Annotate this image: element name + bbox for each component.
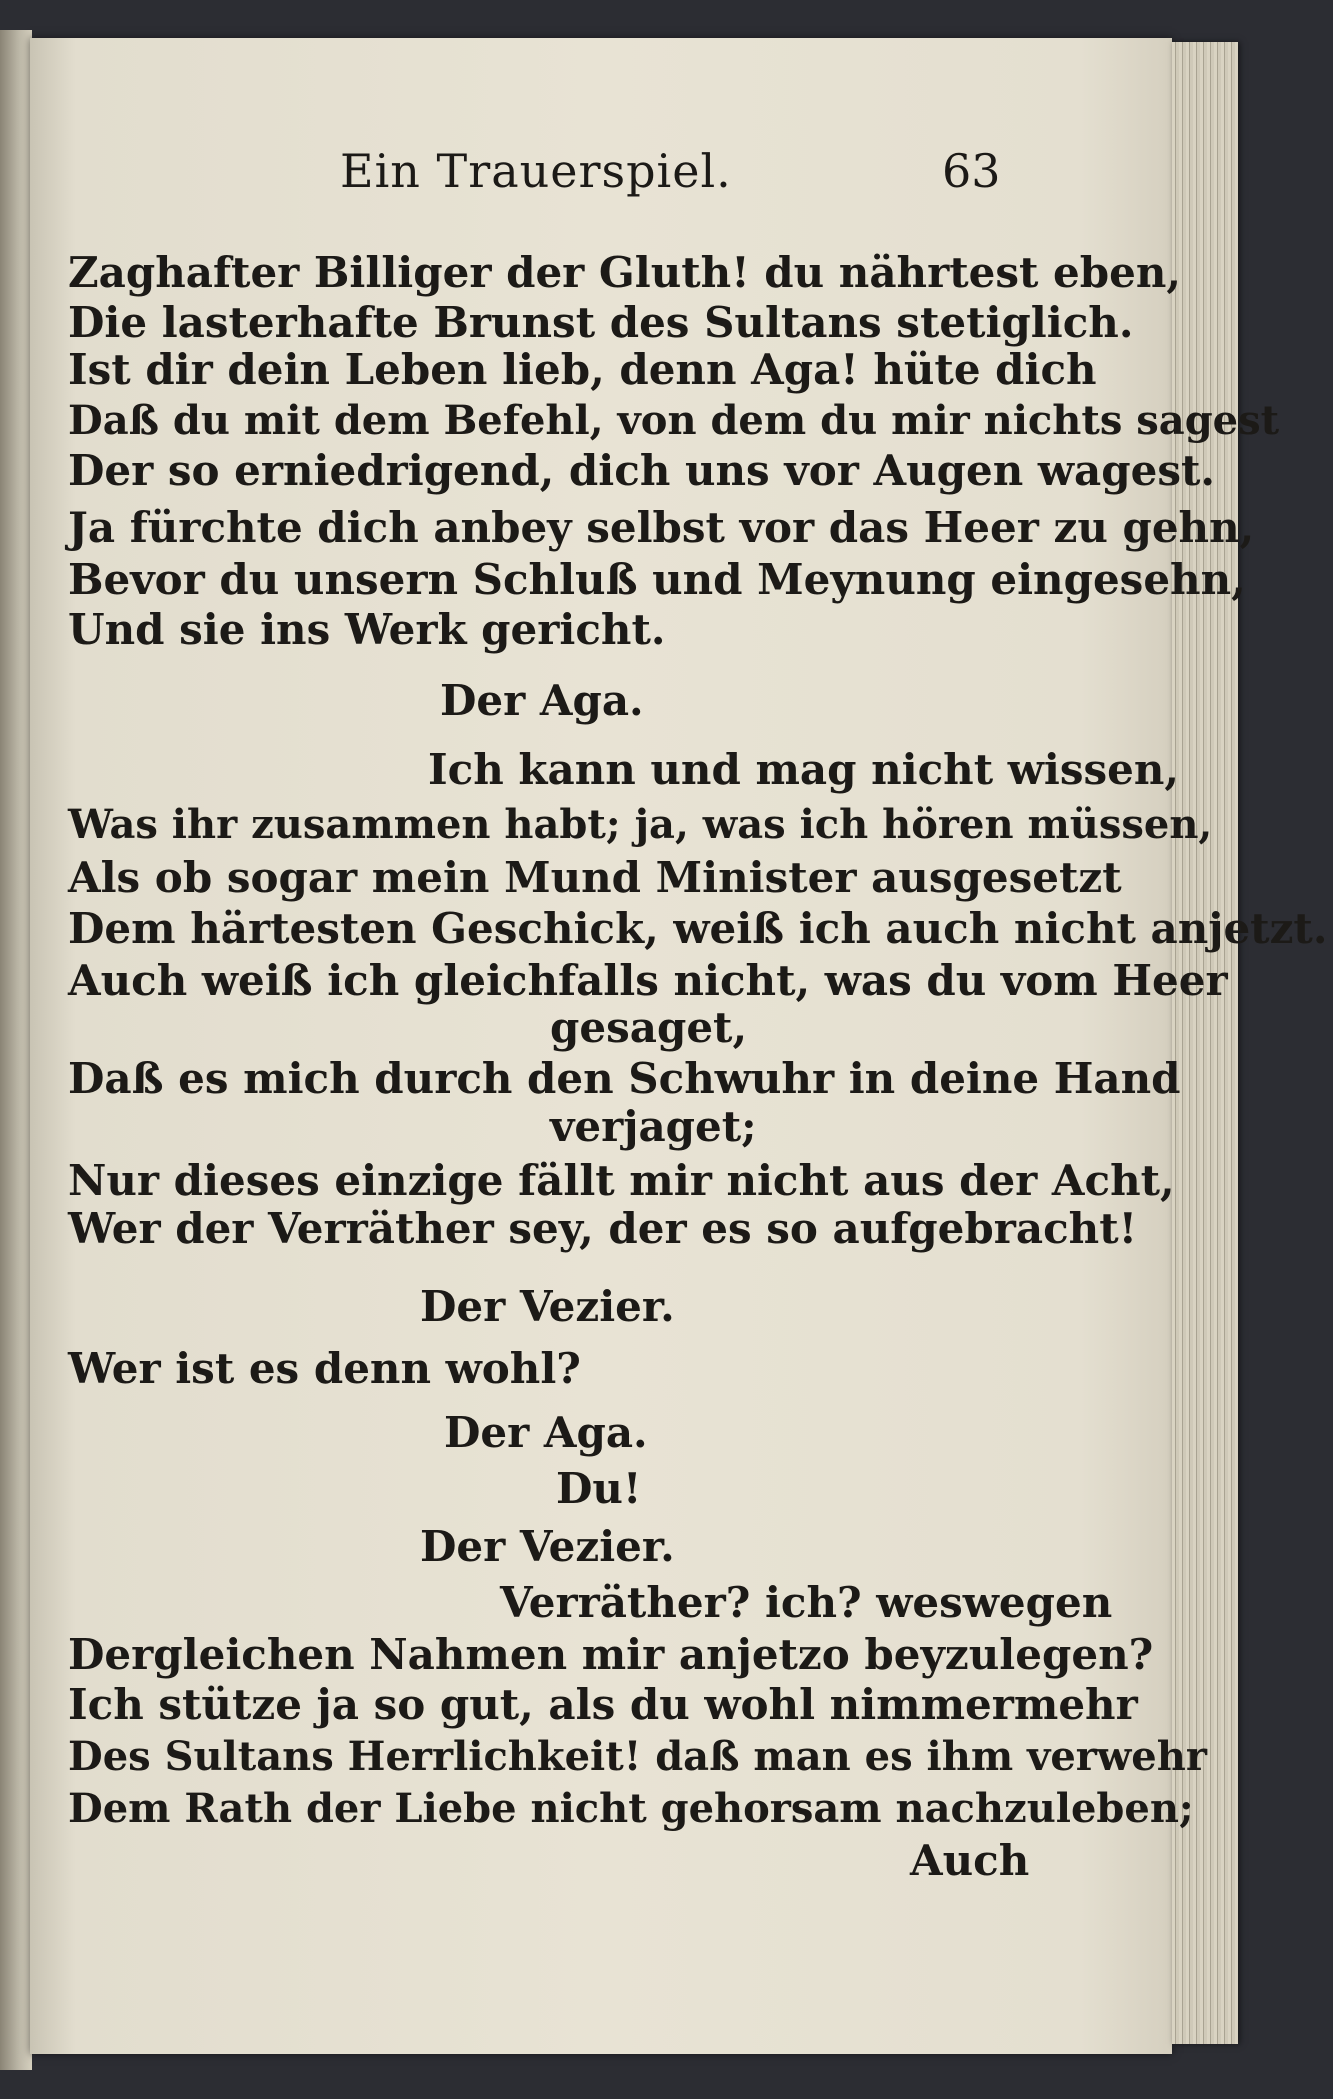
speaker-name: Der Aga. <box>444 1408 648 1457</box>
verse-line: Daß du mit dem Befehl, von dem du mir nichts sagest <box>68 397 1280 444</box>
verse-line: Wer der Verräther sey, der es so aufgebracht! <box>68 1204 1138 1253</box>
speaker-name: Der Vezier. <box>420 1522 675 1571</box>
verse-line: Auch weiß ich gleichfalls nicht, was du vom Heer <box>68 956 1228 1005</box>
speaker-name: Der Vezier. <box>420 1282 675 1331</box>
verse-line: Bevor du unsern Schluß und Meynung eingesehn, <box>68 555 1246 604</box>
verse-line: Zaghafter Billiger der Gluth! du nährtest eben, <box>68 248 1181 297</box>
verse-line: Dergleichen Nahmen mir anjetzo beyzulegen? <box>68 1630 1154 1679</box>
speaker-name: Der Aga. <box>440 676 644 725</box>
verse-line: Ist dir dein Leben lieb, denn Aga! hüte dich <box>68 345 1097 394</box>
verse-line: Du! <box>556 1464 642 1513</box>
verse-line: Dem härtesten Geschick, weiß ich auch nicht anjetzt. <box>68 904 1328 953</box>
verse-line: Die lasterhafte Brunst des Sultans stetiglich. <box>68 298 1134 347</box>
running-title: Ein Trauerspiel. <box>340 144 732 198</box>
verse-line: Und sie ins Werk gericht. <box>68 605 666 654</box>
page-number: 63 <box>942 144 1001 198</box>
verse-line-continuation: gesaget, <box>550 1003 748 1052</box>
verse-line: Ich stütze ja so gut, als du wohl nimmermehr <box>68 1680 1138 1729</box>
verse-line: Ich kann und mag nicht wissen, <box>428 745 1179 794</box>
verse-line: Verräther? ich? weswegen <box>500 1578 1113 1627</box>
verse-line: Was ihr zusammen habt; ja, was ich hören müssen, <box>68 801 1213 848</box>
catchword: Auch <box>910 1836 1030 1885</box>
verse-line: Wer ist es denn wohl? <box>68 1344 581 1393</box>
verse-line: Als ob sogar mein Mund Minister ausgesetzt <box>68 853 1122 902</box>
verse-line: Des Sultans Herrlichkeit! daß man es ihm verwehr <box>68 1733 1207 1780</box>
verse-line: Dem Rath der Liebe nicht gehorsam nachzuleben; <box>68 1785 1194 1832</box>
verse-line-continuation: verjaget; <box>550 1102 757 1151</box>
verse-line: Ja fürchte dich anbey selbst vor das Heer zu gehn, <box>68 503 1255 552</box>
verse-line: Daß es mich durch den Schwuhr in deine Hand <box>68 1054 1181 1103</box>
verse-line: Nur dieses einzige fällt mir nicht aus der Acht, <box>68 1156 1175 1205</box>
verse-line: Der so erniedrigend, dich uns vor Augen wagest. <box>68 446 1215 495</box>
